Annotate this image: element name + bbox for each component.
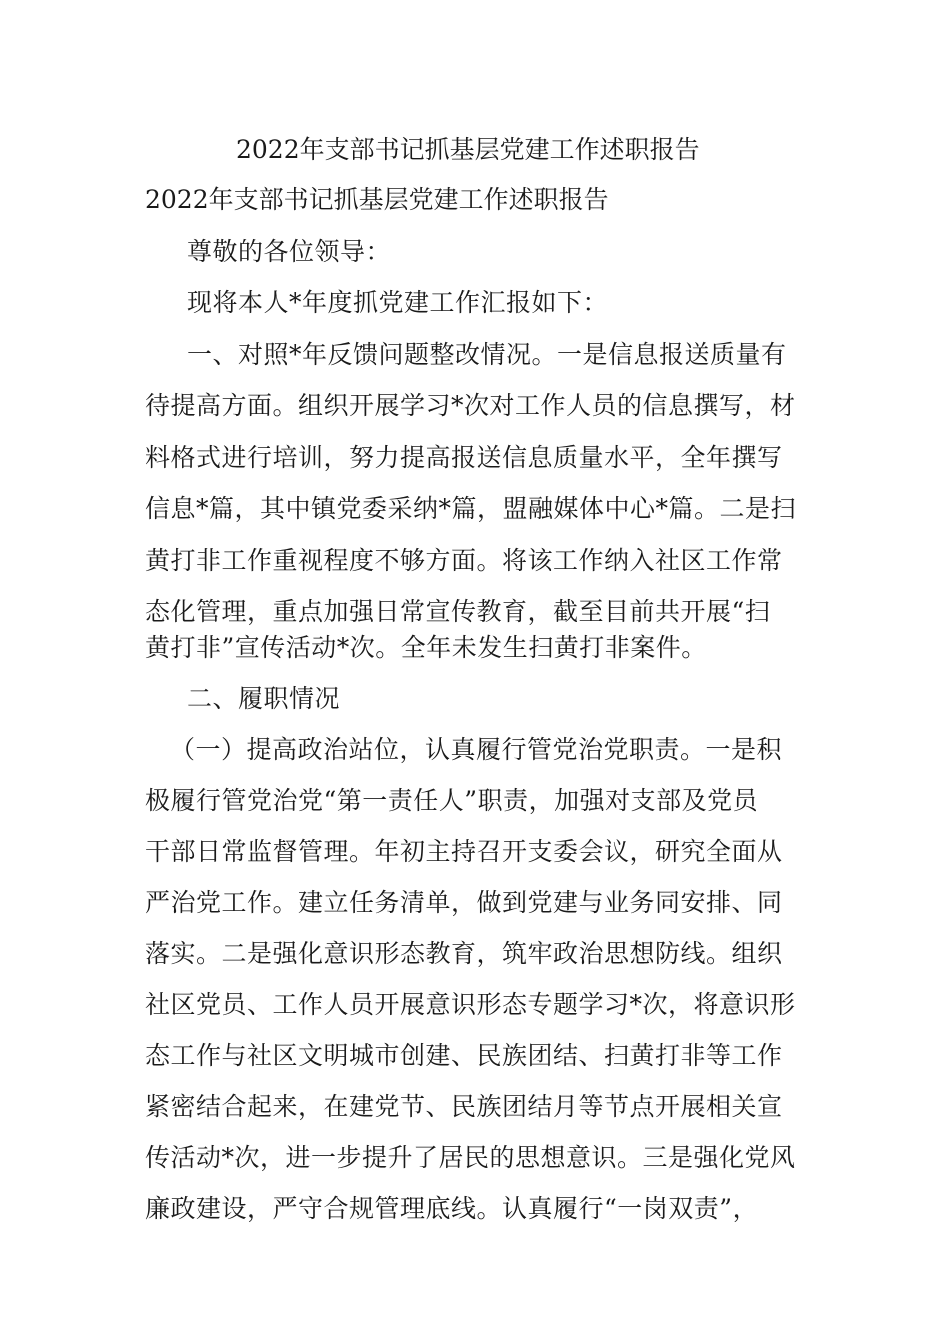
- section-heading: 二、履职情况: [187, 684, 341, 713]
- paragraph-line: 信息*篇，其中镇党委采纳*篇，盟融媒体中心*篇。二是扫: [145, 494, 797, 523]
- paragraph-line: 尊敬的各位领导：: [187, 237, 392, 266]
- paragraph-line: （一）提高政治站位，认真履行管党治党职责。一是积: [170, 735, 783, 764]
- paragraph-line: 严治党工作。建立任务清单，做到党建与业务同安排、同: [145, 888, 783, 917]
- paragraph-line: 料格式进行培训，努力提高报送信息质量水平，全年撰写: [145, 443, 783, 472]
- paragraph-line: 社区党员、工作人员开展意识形态专题学习*次，将意识形: [145, 990, 796, 1019]
- paragraph-line: 态工作与社区文明城市创建、民族团结、扫黄打非等工作: [145, 1041, 783, 1070]
- paragraph-line: 一、对照*年反馈问题整改情况。一是信息报送质量有: [187, 340, 787, 369]
- paragraph-line: 干部日常监督管理。年初主持召开支委会议，研究全面从: [145, 837, 783, 866]
- paragraph-line: 黄打非工作重视程度不够方面。将该工作纳入社区工作常: [145, 546, 783, 575]
- document-title: 2022年支部书记抓基层党建工作述职报告: [236, 135, 700, 164]
- paragraph-line: 紧密结合起来，在建党节、民族团结月等节点开展相关宣: [145, 1092, 783, 1121]
- paragraph-line: 待提高方面。组织开展学习*次对工作人员的信息撰写，材: [145, 391, 796, 420]
- paragraph-line: 落实。二是强化意识形态教育，筑牢政治思想防线。组织: [145, 939, 783, 968]
- paragraph-line: 现将本人*年度抓党建工作汇报如下：: [187, 288, 609, 317]
- paragraph-line: 黄打非”宣传活动*次。全年未发生扫黄打非案件。: [145, 633, 707, 662]
- paragraph-line: 传活动*次，进一步提升了居民的思想意识。三是强化党风: [145, 1143, 796, 1172]
- paragraph-line: 廉政建设，严守合规管理底线。认真履行“一岗双责”，: [145, 1194, 759, 1223]
- document-subtitle: 2022年支部书记抓基层党建工作述职报告: [145, 185, 609, 214]
- paragraph-line: 态化管理，重点加强日常宣传教育，截至目前共开展“扫: [145, 597, 771, 626]
- paragraph-line: 极履行管党治党“第一责任人”职责，加强对支部及党员: [145, 786, 759, 815]
